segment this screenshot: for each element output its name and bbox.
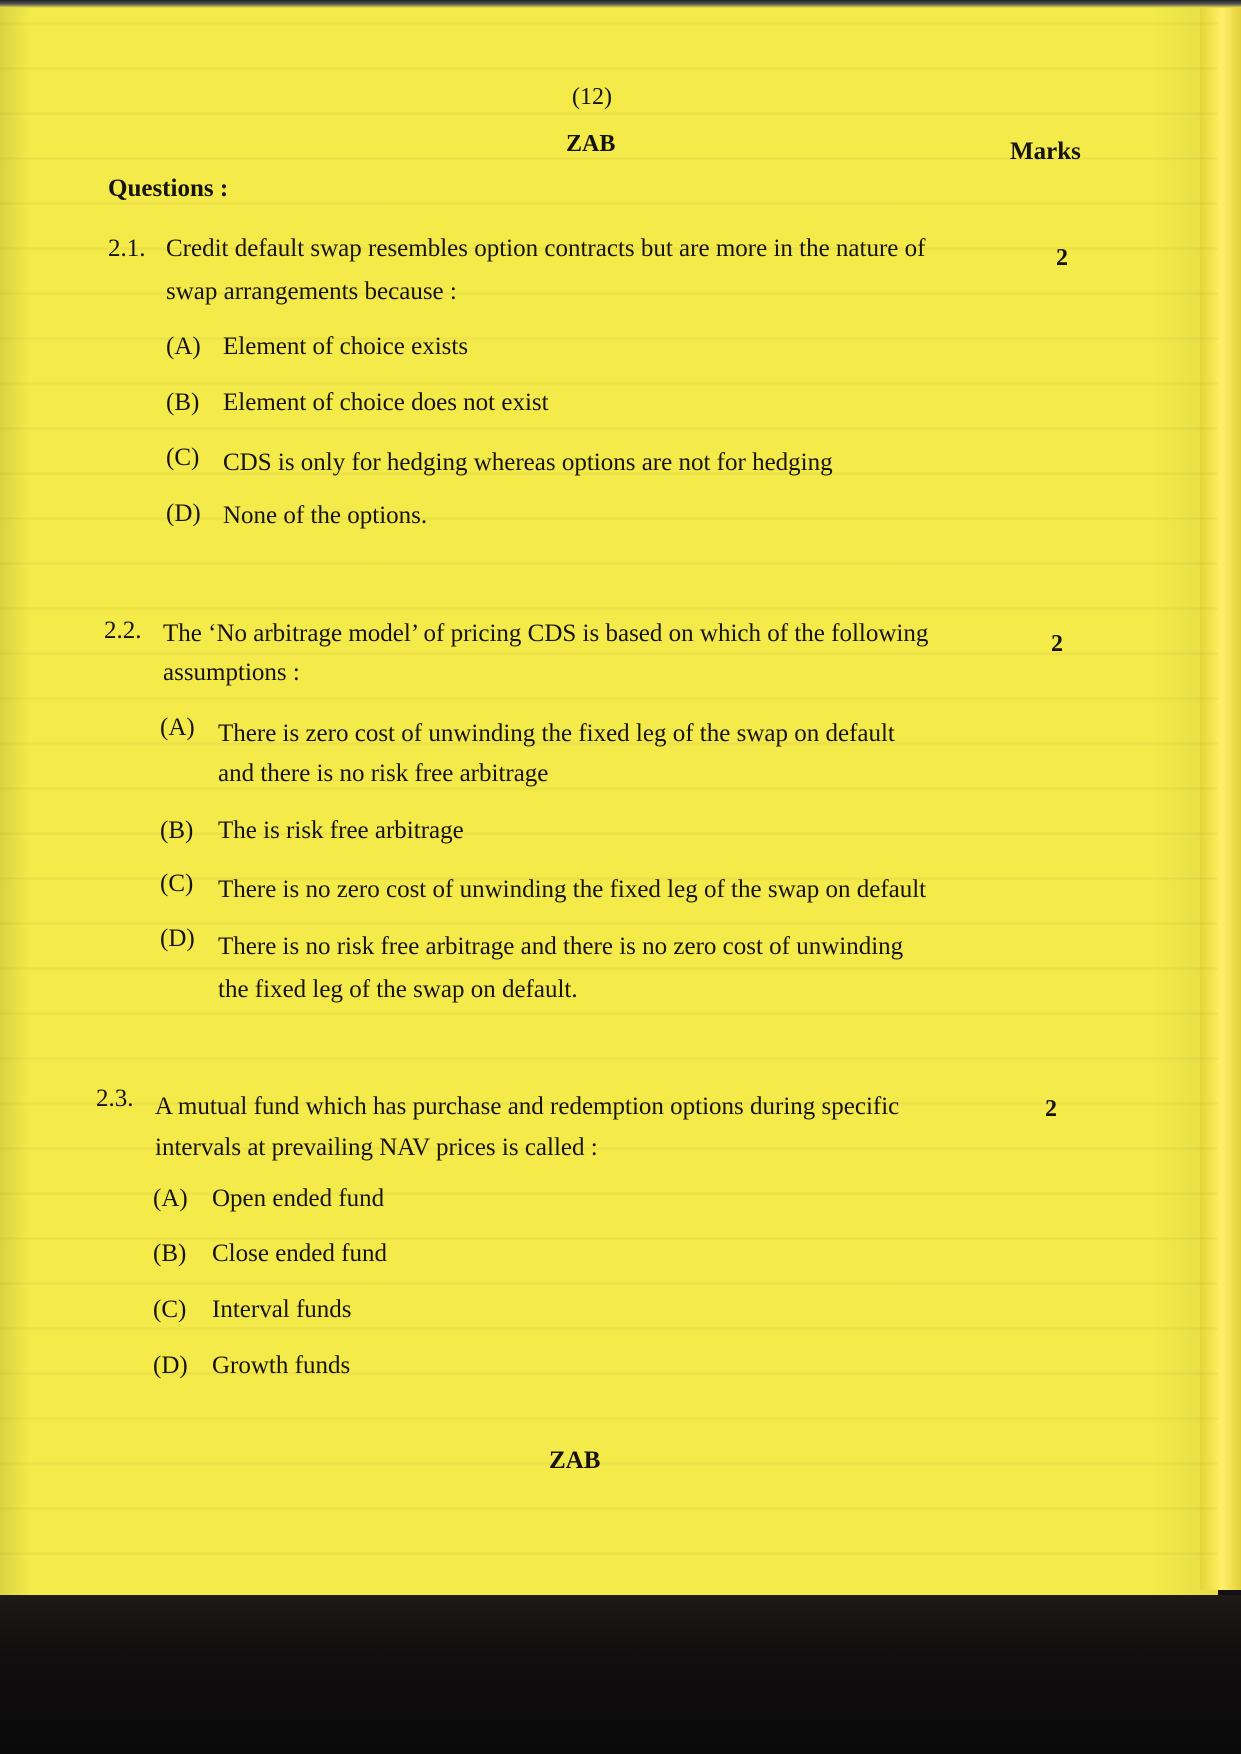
option-letter: (B)	[160, 817, 194, 844]
option-text: None of the options.	[223, 502, 428, 529]
scan-background	[0, 1595, 1241, 1754]
option-letter: (C)	[160, 870, 194, 897]
option-text: Close ended fund	[212, 1240, 387, 1267]
question-stem-line: Credit default swap resembles option contracts but are more in the nature of	[166, 235, 926, 262]
question-stem-line: swap arrangements because :	[166, 278, 457, 305]
option-text: Open ended fund	[212, 1185, 385, 1212]
page-number: (12)	[572, 84, 612, 110]
question-marks: 2	[1056, 245, 1068, 271]
question-stem-line: assumptions :	[163, 659, 300, 686]
option-letter: (C)	[153, 1296, 187, 1323]
question-stem-line: intervals at prevailing NAV prices is called :	[155, 1134, 598, 1161]
option-letter: (D)	[160, 925, 195, 952]
option-text: Interval funds	[212, 1296, 352, 1323]
option-text: Growth funds	[212, 1352, 351, 1379]
question-number: 2.1.	[108, 235, 146, 262]
option-text: and there is no risk free arbitrage	[218, 760, 549, 787]
option-text: the fixed leg of the swap on default.	[218, 976, 578, 1003]
option-letter: (D)	[153, 1352, 188, 1379]
question-number: 2.2.	[104, 617, 142, 644]
option-text: There is zero cost of unwinding the fixed leg of the swap on default	[218, 720, 895, 747]
paper-code-footer: ZAB	[549, 1447, 601, 1474]
option-letter: (A)	[153, 1185, 188, 1212]
question-stem-line: The ‘No arbitrage model’ of pricing CDS is based on which of the following	[163, 620, 929, 647]
option-text: Element of choice does not exist	[223, 389, 549, 416]
question-marks: 2	[1051, 631, 1063, 657]
option-letter: (B)	[153, 1240, 187, 1267]
option-text: There is no zero cost of unwinding the fixed leg of the swap on default	[218, 876, 927, 903]
option-text: Element of choice exists	[223, 333, 469, 360]
option-text: CDS is only for hedging whereas options are not for hedging	[223, 449, 833, 476]
question-marks: 2	[1045, 1096, 1057, 1122]
option-text: The is risk free arbitrage	[218, 817, 464, 844]
option-letter: (A)	[160, 714, 195, 741]
option-letter: (D)	[166, 500, 201, 527]
marks-column-header: Marks	[1010, 138, 1081, 165]
option-letter: (C)	[166, 444, 200, 471]
paper-code-header: ZAB	[566, 131, 616, 157]
option-letter: (B)	[166, 389, 200, 416]
option-text: There is no risk free arbitrage and there is no zero cost of unwinding	[218, 933, 904, 960]
option-letter: (A)	[166, 333, 201, 360]
questions-heading: Questions :	[108, 175, 229, 202]
question-stem-line: A mutual fund which has purchase and redemption options during specific	[155, 1093, 900, 1120]
question-number: 2.3.	[96, 1085, 134, 1112]
